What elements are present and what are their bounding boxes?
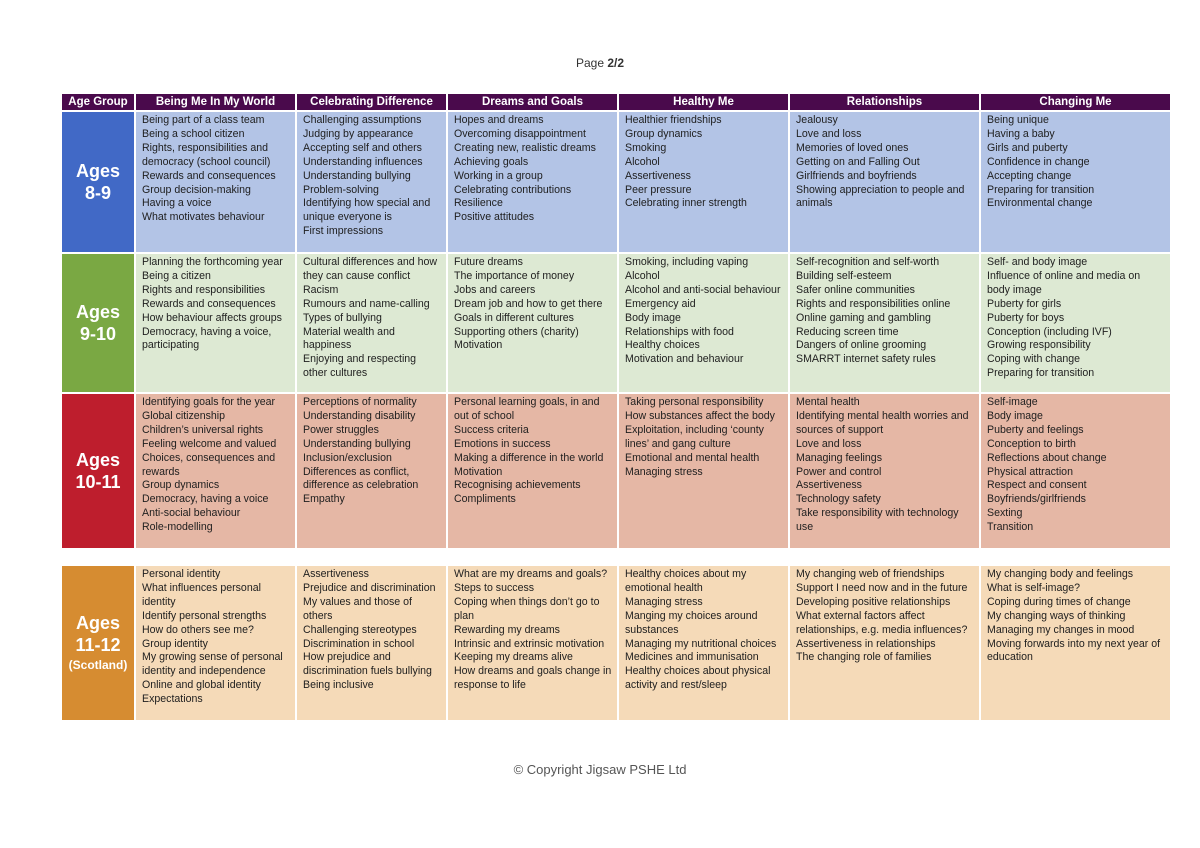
topic-item: Making a difference in the world	[454, 451, 604, 464]
topic-item: Rumours and name-calling	[303, 297, 430, 310]
topic-item: Being a citizen	[142, 269, 211, 282]
topic-item: education	[987, 651, 1033, 664]
topic-item: Healthy choices about physical	[625, 665, 771, 678]
topic-item: Racism	[303, 283, 339, 296]
topic-item: Assertiveness	[625, 169, 691, 182]
topic-item: Dangers of online grooming	[796, 339, 927, 352]
topic-item: Emotions in success	[454, 437, 551, 450]
topic-item: Expectations	[142, 693, 203, 706]
topic-list	[625, 256, 784, 367]
topic-list	[454, 568, 613, 693]
topic-item: Choices, consequences and	[142, 451, 276, 464]
topic-item: Peer pressure	[625, 183, 692, 196]
topic-item: Self- and body image	[987, 256, 1088, 268]
topic-list	[796, 396, 975, 535]
topic-item: Puberty and feelings	[987, 423, 1084, 436]
topic-item: Emotional and mental health	[625, 451, 760, 464]
topic-item: Challenging assumptions	[303, 114, 422, 126]
topic-item: Alcohol and anti-social behaviour	[625, 283, 781, 296]
topic-item: Intrinsic and extrinsic motivation	[454, 637, 605, 650]
topic-item: Identifying mental health worries and	[796, 409, 969, 422]
topic-cell-celebrating-difference	[297, 394, 446, 548]
topic-item: Supporting others (charity)	[454, 325, 579, 338]
topic-item: Influence of online and media on	[987, 269, 1141, 282]
topic-item: activity and rest/sleep	[625, 679, 727, 692]
topic-item: discrimination fuels bullying	[303, 665, 432, 678]
topic-item: Physical attraction	[987, 465, 1073, 478]
topic-cell-dreams-and-goals	[448, 566, 617, 720]
topic-item: Building self-esteem	[796, 269, 892, 282]
age-group-label-line: 9-10	[79, 324, 117, 344]
topic-item: Having a baby	[987, 127, 1055, 140]
topic-cell-relationships	[790, 394, 979, 548]
topic-item: Take responsibility with technology	[796, 507, 959, 520]
topic-cell-relationships	[790, 112, 979, 252]
topic-item: How do others see me?	[142, 623, 254, 636]
topic-list	[142, 256, 291, 353]
topic-item: difference as celebration	[303, 479, 419, 492]
topic-item: How substances affect the body	[625, 409, 775, 422]
topic-item: Overcoming disappointment	[454, 127, 586, 140]
topic-item: Challenging stereotypes	[303, 623, 417, 636]
topic-item: Coping during times of change	[987, 595, 1131, 608]
topic-item: Puberty for boys	[987, 311, 1065, 324]
topic-list	[454, 114, 613, 225]
topic-item: unique everyone is	[303, 211, 392, 224]
topic-item: Growing responsibility	[987, 339, 1091, 352]
topic-cell-dreams-and-goals	[448, 112, 617, 252]
topic-item: they can cause conflict	[303, 269, 411, 282]
topic-item: Creating new, realistic dreams	[454, 141, 596, 154]
topic-item: Identifying goals for the year	[142, 396, 276, 408]
topic-item: Rights, responsibilities and	[142, 141, 269, 154]
topic-item: Being a school citizen	[142, 127, 245, 140]
age-group-label-line: Ages	[75, 161, 120, 181]
topic-item: Reflections about change	[987, 451, 1107, 464]
copyright-footer: © Copyright Jigsaw PSHE Ltd	[513, 762, 687, 777]
curriculum-table	[62, 94, 1172, 720]
topic-cell-changing-me	[981, 566, 1170, 720]
topic-item: What are my dreams and goals?	[454, 568, 608, 580]
topic-item: Environmental change	[987, 197, 1093, 210]
topic-item: Being part of a class team	[142, 114, 265, 126]
topic-item: Role-modelling	[142, 521, 213, 534]
topic-item: The importance of money	[454, 269, 575, 282]
topic-item: Group identity	[142, 637, 208, 650]
topic-item: Democracy, having a voice,	[142, 325, 272, 338]
topic-item: Working in a group	[454, 169, 543, 182]
topic-item: Alcohol	[625, 155, 660, 168]
topic-item: Steps to success	[454, 581, 535, 594]
topic-item: Accepting change	[987, 169, 1072, 182]
topic-item: What motivates behaviour	[142, 211, 265, 224]
topic-list	[987, 568, 1166, 665]
header-age-group: Age Group	[62, 94, 134, 110]
topic-item: Understanding bullying	[303, 437, 411, 450]
topic-item: Identifying how special and	[303, 197, 431, 210]
topic-item: Having a voice	[142, 197, 212, 210]
topic-item: My changing body and feelings	[987, 568, 1134, 580]
topic-list	[303, 396, 442, 507]
topic-item: Resilience	[454, 197, 503, 210]
topic-item: Enjoying and respecting	[303, 353, 417, 366]
age-group-cell	[62, 566, 134, 720]
age-group-cell	[62, 112, 134, 252]
topic-item: Online gaming and gambling	[796, 311, 931, 324]
topic-item: Managing stress	[625, 465, 703, 478]
topic-item: Power and control	[796, 465, 882, 478]
topic-item: sources of support	[796, 423, 884, 436]
topic-item: Girls and puberty	[987, 141, 1068, 154]
topic-item: My changing ways of thinking	[987, 609, 1126, 622]
topic-item: Respect and consent	[987, 479, 1087, 492]
topic-item: Alcohol	[625, 269, 660, 282]
topic-item: substances	[625, 623, 679, 636]
topic-item: Rights and responsibilities online	[796, 297, 951, 310]
topic-item: Confidence in change	[987, 155, 1090, 168]
topic-cell-celebrating-difference	[297, 566, 446, 720]
topic-item: Prejudice and discrimination	[303, 581, 436, 594]
topic-item: Healthy choices about my	[625, 568, 747, 580]
age-group-label-line: Ages	[75, 302, 120, 322]
topic-list	[987, 256, 1166, 381]
topic-item: Emergency aid	[625, 297, 696, 310]
topic-cell-dreams-and-goals	[448, 254, 617, 392]
topic-item: Moving forwards into my next year of	[987, 637, 1161, 650]
topic-item: Differences as conflict,	[303, 465, 410, 478]
topic-list	[987, 396, 1166, 535]
topic-item: Technology safety	[796, 493, 881, 506]
topic-item: Support I need now and in the future	[796, 581, 968, 594]
topic-item: Assertiveness	[303, 568, 369, 580]
topic-item: Understanding bullying	[303, 169, 411, 182]
age-group-label-line: 11-12	[75, 635, 121, 655]
topic-item: Rewarding my dreams	[454, 623, 560, 636]
topic-item: Celebrating inner strength	[625, 197, 747, 210]
topic-item: Healthier friendships	[625, 114, 722, 126]
topic-item: Accepting self and others	[303, 141, 422, 154]
topic-list	[303, 114, 442, 239]
topic-item: Managing my changes in mood	[987, 623, 1135, 636]
topic-cell-being-me	[136, 112, 295, 252]
topic-item: Managing my nutritional choices	[625, 637, 777, 650]
topic-item: How dreams and goals change in	[454, 665, 612, 678]
page-label-number: 2/2	[607, 56, 625, 70]
topic-item: Compliments	[454, 493, 516, 506]
topic-item: identity and independence	[142, 665, 266, 678]
topic-item: Coping when things don’t go to	[454, 595, 600, 608]
header-celebrating-difference: Celebrating Difference	[297, 94, 446, 110]
topic-item: My changing web of friendships	[796, 568, 945, 580]
topic-item: Recognising achievements	[454, 479, 581, 492]
topic-item: Judging by appearance	[303, 127, 414, 140]
topic-item: Being unique	[987, 114, 1049, 126]
topic-item: Keeping my dreams alive	[454, 651, 573, 664]
age-group-label-line: 10-11	[75, 472, 121, 492]
topic-item: Healthy choices	[625, 339, 700, 352]
topic-item: plan	[454, 609, 475, 622]
topic-cell-celebrating-difference	[297, 254, 446, 392]
age-group-label-line: (Scotland)	[68, 658, 128, 672]
topic-item: Mental health	[796, 396, 860, 408]
topic-item: Personal learning goals, in and	[454, 396, 600, 408]
topic-item: use	[796, 521, 814, 534]
topic-item: Manging my choices around	[625, 609, 758, 622]
topic-list	[303, 568, 442, 693]
topic-item: Smoking	[625, 141, 667, 154]
topic-item: Being inclusive	[303, 679, 374, 692]
topic-cell-being-me	[136, 254, 295, 392]
topic-item: The changing role of families	[796, 651, 932, 664]
topic-list	[142, 396, 291, 535]
topic-item: Conception (including IVF)	[987, 325, 1112, 338]
age-group-label-line: 8-9	[84, 183, 111, 203]
topic-item: Relationships with food	[625, 325, 734, 338]
topic-cell-healthy-me	[619, 566, 788, 720]
topic-cell-changing-me	[981, 254, 1170, 392]
topic-cell-dreams-and-goals	[448, 394, 617, 548]
topic-cell-relationships	[790, 254, 979, 392]
topic-item: Achieving goals	[454, 155, 529, 168]
topic-item: other cultures	[303, 367, 368, 380]
topic-item: Perceptions of normality	[303, 396, 417, 408]
topic-item: animals	[796, 197, 833, 210]
topic-item: Taking personal responsibility	[625, 396, 764, 408]
topic-item: Motivation	[454, 339, 503, 352]
topic-list	[454, 396, 613, 507]
age-group-label-line: Ages	[75, 450, 120, 470]
topic-item: How behaviour affects groups	[142, 311, 282, 324]
topic-item: Rewards and consequences	[142, 297, 276, 310]
topic-list	[796, 256, 975, 367]
topic-item: Personal identity	[142, 568, 221, 580]
topic-item: Showing appreciation to people and	[796, 183, 965, 196]
topic-cell-healthy-me	[619, 394, 788, 548]
topic-item: Group dynamics	[142, 479, 220, 492]
topic-item: Developing positive relationships	[796, 595, 951, 608]
topic-item: Hopes and dreams	[454, 114, 544, 126]
topic-item: Understanding influences	[303, 155, 423, 168]
topic-item: Jobs and careers	[454, 283, 536, 296]
topic-item: What external factors affect	[796, 609, 925, 622]
topic-item: Online and global identity	[142, 679, 261, 692]
topic-cell-changing-me	[981, 394, 1170, 548]
topic-item: Safer online communities	[796, 283, 915, 296]
topic-item: Power struggles	[303, 423, 379, 436]
topic-item: Reducing screen time	[796, 325, 899, 338]
topic-item: Self-image	[987, 396, 1038, 408]
topic-item: body image	[987, 283, 1042, 296]
topic-item: Medicines and immunisation	[625, 651, 759, 664]
topic-list	[142, 568, 291, 707]
age-group-cell	[62, 254, 134, 392]
topic-item: response to life	[454, 679, 526, 692]
topic-item: others	[303, 609, 333, 622]
topic-item: Body image	[625, 311, 681, 324]
topic-item: Success criteria	[454, 423, 529, 436]
topic-list	[303, 256, 442, 381]
page-label-prefix: Page	[575, 56, 608, 70]
topic-item: Transition	[987, 521, 1034, 534]
topic-item: happiness	[303, 339, 352, 352]
topic-item: out of school	[454, 409, 515, 422]
topic-item: My values and those of	[303, 595, 412, 608]
topic-item: Jealousy	[796, 114, 838, 126]
topic-list	[796, 568, 975, 665]
header-changing-me: Changing Me	[981, 94, 1170, 110]
age-group-label-line: Ages	[75, 613, 120, 633]
topic-item: Conception to birth	[987, 437, 1076, 450]
topic-item: Love and loss	[796, 127, 862, 140]
topic-item: Assertiveness	[796, 479, 862, 492]
topic-cell-healthy-me	[619, 254, 788, 392]
topic-item: Managing feelings	[796, 451, 882, 464]
topic-item: Body image	[987, 409, 1043, 422]
topic-item: democracy (school council)	[142, 155, 271, 168]
topic-item: First impressions	[303, 225, 384, 238]
topic-item: Coping with change	[987, 353, 1081, 366]
topic-item: Exploitation, including ‘county	[625, 423, 764, 436]
topic-item: Future dreams	[454, 256, 523, 268]
header-healthy-me: Healthy Me	[619, 94, 788, 110]
topic-item: Motivation and behaviour	[625, 353, 744, 366]
topic-item: lines’ and gang culture	[625, 437, 731, 450]
topic-item: Managing stress	[625, 595, 703, 608]
topic-item: Identify personal strengths	[142, 609, 267, 622]
topic-cell-relationships	[790, 566, 979, 720]
topic-item: Understanding disability	[303, 409, 416, 422]
topic-item: Boyfriends/girlfriends	[987, 493, 1086, 506]
topic-item: relationships, e.g. media influences?	[796, 623, 968, 636]
topic-list	[987, 114, 1166, 211]
topic-item: What is self-image?	[987, 581, 1081, 594]
topic-item: Material wealth and	[303, 325, 395, 338]
row-gap	[62, 550, 1170, 564]
topic-cell-changing-me	[981, 112, 1170, 252]
topic-item: Love and loss	[796, 437, 862, 450]
topic-item: rewards	[142, 465, 180, 478]
topic-list	[142, 114, 291, 225]
topic-item: Puberty for girls	[987, 297, 1062, 310]
topic-list	[796, 114, 975, 211]
header-dreams-and-goals: Dreams and Goals	[448, 94, 617, 110]
topic-item: emotional health	[625, 581, 703, 594]
topic-item: My growing sense of personal	[142, 651, 283, 664]
topic-item: What influences personal	[142, 581, 261, 594]
topic-cell-healthy-me	[619, 112, 788, 252]
topic-item: Planning the forthcoming year	[142, 256, 283, 268]
topic-item: How prejudice and	[303, 651, 391, 664]
topic-item: Rights and responsibilities	[142, 283, 266, 296]
topic-item: participating	[142, 339, 200, 352]
topic-item: identity	[142, 595, 176, 608]
topic-item: Global citizenship	[142, 409, 226, 422]
topic-item: Girlfriends and boyfriends	[796, 169, 917, 182]
topic-item: Getting on and Falling Out	[796, 155, 920, 168]
topic-item: Empathy	[303, 493, 345, 506]
age-group-cell	[62, 394, 134, 548]
topic-item: Types of bullying	[303, 311, 382, 324]
header-being-me: Being Me In My World	[136, 94, 295, 110]
topic-item: Inclusion/exclusion	[303, 451, 392, 464]
topic-item: Celebrating contributions	[454, 183, 572, 196]
topic-item: Problem-solving	[303, 183, 379, 196]
header-relationships: Relationships	[790, 94, 979, 110]
topic-list	[454, 256, 613, 353]
topic-item: Dream job and how to get there	[454, 297, 603, 310]
topic-item: Self-recognition and self-worth	[796, 256, 940, 268]
topic-item: Preparing for transition	[987, 367, 1095, 380]
topic-item: Group dynamics	[625, 127, 703, 140]
topic-item: Rewards and consequences	[142, 169, 276, 182]
page-number	[0, 56, 1200, 70]
topic-item: Sexting	[987, 507, 1023, 520]
topic-list	[625, 114, 784, 211]
topic-list	[625, 568, 784, 693]
topic-item: Group decision-making	[142, 183, 251, 196]
topic-item: Smoking, including vaping	[625, 256, 749, 268]
topic-item: Children’s universal rights	[142, 423, 264, 436]
topic-item: Cultural differences and how	[303, 256, 438, 268]
topic-item: Memories of loved ones	[796, 141, 909, 154]
topic-cell-being-me	[136, 394, 295, 548]
topic-list	[625, 396, 784, 479]
topic-item: SMARRT internet safety rules	[796, 353, 936, 366]
topic-item: Feeling welcome and valued	[142, 437, 277, 450]
topic-item: Discrimination in school	[303, 637, 415, 650]
topic-item: Positive attitudes	[454, 211, 535, 224]
topic-item: Democracy, having a voice	[142, 493, 269, 506]
topic-cell-celebrating-difference	[297, 112, 446, 252]
topic-cell-being-me	[136, 566, 295, 720]
topic-item: Preparing for transition	[987, 183, 1095, 196]
topic-item: Anti-social behaviour	[142, 507, 241, 520]
topic-item: Motivation	[454, 465, 503, 478]
topic-item: Assertiveness in relationships	[796, 637, 936, 650]
topic-item: Goals in different cultures	[454, 311, 574, 324]
